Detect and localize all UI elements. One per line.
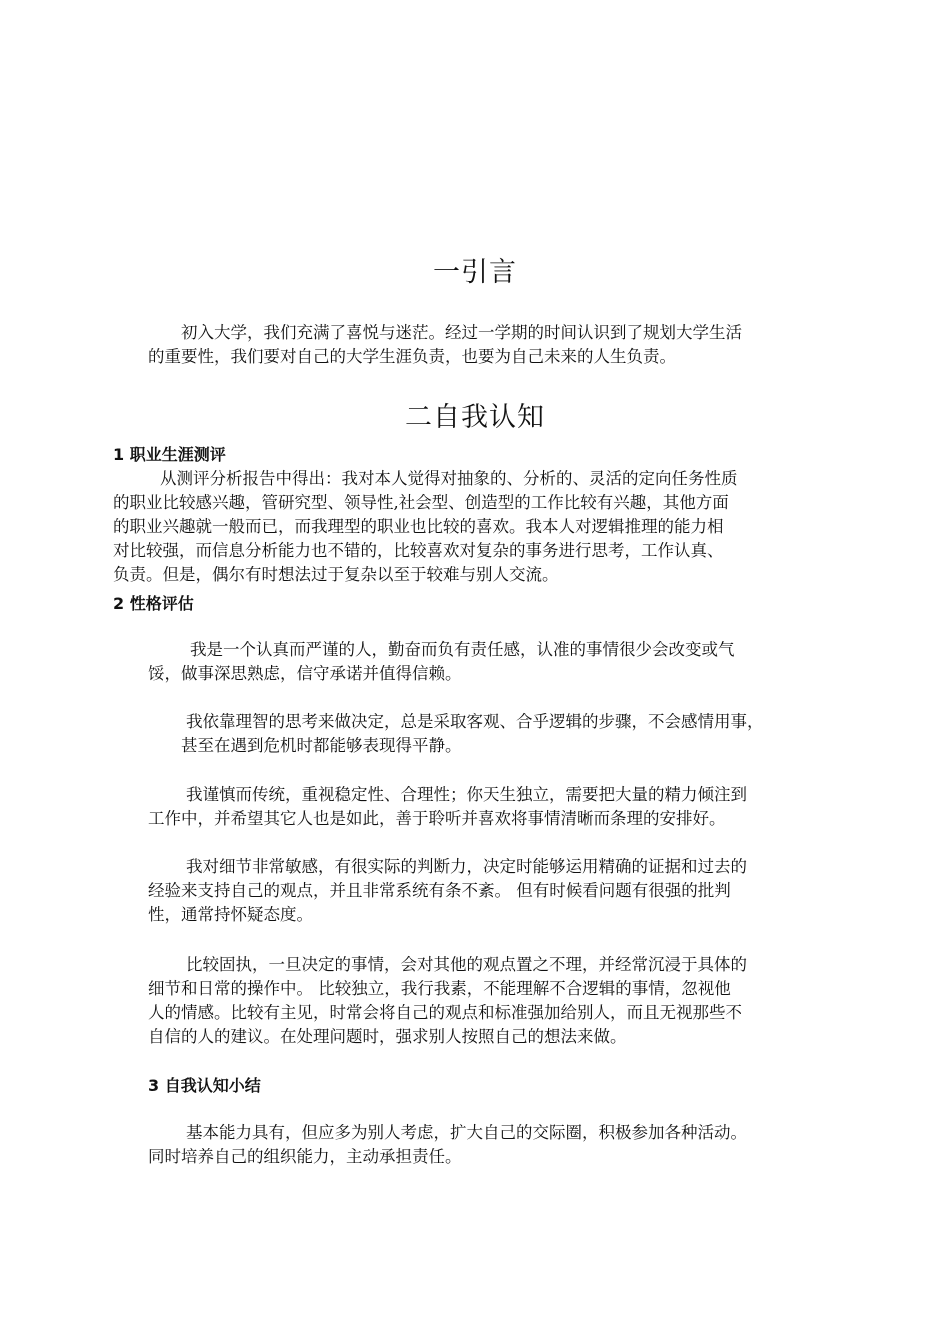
text-line: 性，通常持怀疑态度。	[148, 905, 313, 924]
text-line: 的职业兴趣就一般而已，而我理型的职业也比较的喜欢。我本人对逻辑推理的能力相	[113, 517, 724, 536]
subheading-career-assessment: 1 职业生涯测评	[113, 445, 226, 464]
text-line: 的重要性，我们要对自己的大学生涯负责，也要为自己未来的人生负责。	[148, 347, 676, 366]
text-line: 我对细节非常敏感，有很实际的判断力，决定时能够运用精确的证据和过去的	[186, 857, 747, 876]
text-line: 细节和日常的操作中。 比较独立，我行我素，不能理解不合逻辑的事情，忽视他	[148, 979, 731, 998]
personality-paragraph-2	[181, 710, 764, 758]
text-line: 自信的人的建议。在处理问题时，强求别人按照自己的想法来做。	[148, 1027, 627, 1046]
summary-paragraph	[148, 1121, 747, 1169]
text-line: 基本能力具有，但应多为别人考虑，扩大自己的交际圈，积极参加各种活动。	[186, 1123, 747, 1142]
text-line: 对比较强，而信息分析能力也不错的，比较喜欢对复杂的事务进行思考，工作认真、	[113, 541, 724, 560]
text-line: 的职业比较感兴趣，管研究型、领导性,社会型、创造型的工作比较有兴趣，其他方面	[113, 493, 729, 512]
personality-paragraph-4	[148, 855, 747, 927]
text-line: 负责。但是，偶尔有时想法过于复杂以至于较难与别人交流。	[113, 565, 559, 584]
personality-paragraph-5	[148, 953, 747, 1049]
text-line: 工作中，并希望其它人也是如此，善于聆听并喜欢将事情清晰而条理的安排好。	[148, 809, 726, 828]
text-line: 馁，做事深思熟虑，信守承诺并值得信赖。	[148, 664, 462, 683]
personality-paragraph-3	[148, 783, 747, 831]
text-line: 从测评分析报告中得出：我对本人觉得对抽象的、分析的、灵活的定向任务性质	[160, 469, 738, 488]
text-line: 我是一个认真而严谨的人，勤奋而负有责任感，认准的事情很少会改变或气	[190, 640, 735, 659]
text-line: 甚至在遇到危机时都能够表现得平静。	[181, 736, 462, 755]
text-line: 初入大学，我们充满了喜悦与迷茫。经过一学期的时间认识到了规划大学生活	[181, 323, 742, 342]
intro-paragraph	[148, 321, 742, 369]
section-heading-intro: 一引言	[433, 257, 517, 288]
subheading-self-cognition-summary: 3 自我认知小结	[148, 1076, 261, 1095]
text-line: 人的情感。比较有主见，时常会将自己的观点和标准强加给别人，而且无视那些不	[148, 1003, 742, 1022]
text-line: 比较固执，一旦决定的事情，会对其他的观点置之不理，并经常沉浸于具体的	[186, 955, 747, 974]
section-heading-self-cognition: 二自我认知	[405, 402, 545, 433]
text-line: 经验来支持自己的观点，并且非常系统有条不紊。 但有时候看问题有很强的批判	[148, 881, 731, 900]
personality-paragraph-1	[148, 638, 735, 686]
text-line: 同时培养自己的组织能力，主动承担责任。	[148, 1147, 462, 1166]
career-paragraph	[113, 467, 738, 587]
text-line: 我依靠理智的思考来做决定，总是采取客观、合乎逻辑的步骤，不会感情用事，	[186, 712, 764, 731]
text-line: 我谨慎而传统，重视稳定性、合理性；你天生独立，需要把大量的精力倾注到	[186, 785, 747, 804]
subheading-personality-assessment: 2 性格评估	[113, 594, 194, 613]
